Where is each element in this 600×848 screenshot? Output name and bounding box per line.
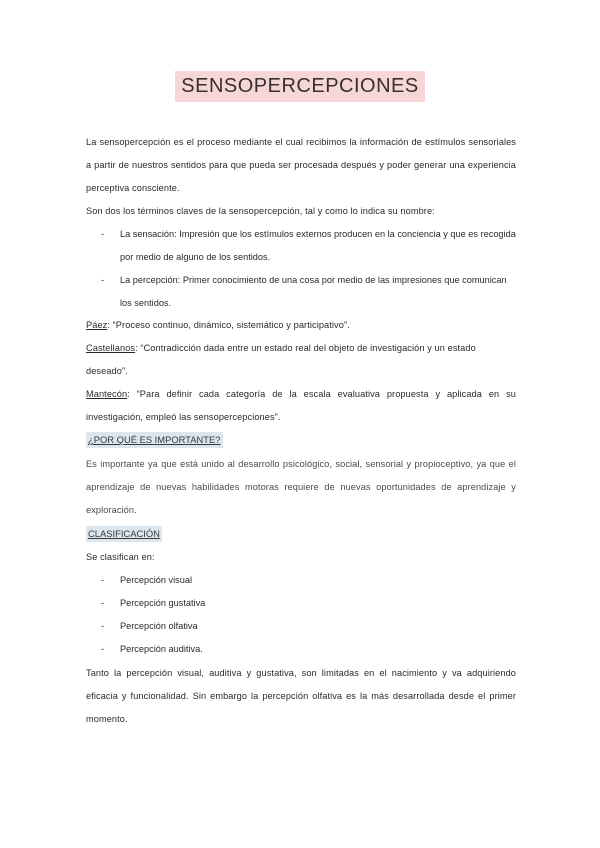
definition-text: : “Contradicción dada entre un estado real del objeto de investigación y un estado deseado”. [86,343,476,376]
author-name: Mantecón [86,389,128,399]
list-item: - La percepción: Primer conocimiento de una cosa por medio de las impresiones que comunican los sentidos. [101,269,516,315]
classification-closing: Tanto la percepción visual, auditiva y gustativa, son limitadas en el nacimiento y va adquiriendo eficacia y funcionalidad. Sin embargo la percepción olfativa es la más desarrollada desde el primer momento. [86,668,516,724]
title-block [0,71,600,102]
list-item: - Percepción visual [101,569,516,592]
importance-paragraph: Es importante ya que está unido al desarrollo psicológico, social, sensorial y propioceptivo, ya que el aprendizaje de nuevas habilidades motoras requiere de nuevas oportunidades de aprendizaje y exploración. [86,459,516,515]
list-item: - Percepción gustativa [101,592,516,615]
definition-paez [86,314,516,337]
list-item: - Percepción auditiva. [101,638,516,661]
definition-text: : “Para definir cada categoría de la escala evaluativa propuesta y aplicada en su investigación, empleó las sensopercepciones”. [86,389,516,422]
section-heading-classification: CLASIFICACIÓN [86,526,162,542]
page-title: SENSOPERCEPCIONES [175,71,424,102]
terms-list [101,223,516,315]
definitions-block [86,314,516,429]
definition-mantecon [86,383,516,429]
classification-list [101,569,516,661]
section-heading-importance: ¿POR QUÉ ES IMPORTANTE? [86,432,223,448]
author-name: Castellanos [86,343,136,353]
list-item: - Percepción olfativa [101,615,516,638]
intro-paragraph: La sensopercepción es el proceso mediante el cual recibimos la información de estímulos sensoriales a partir de nuestros sentidos para que pueda ser procesada después y poder generar una experiencia perceptiva consciente. [86,137,516,193]
definition-text: : “Proceso continuo, dinámico, sistemático y participativo”. [107,320,350,330]
author-name: Páez [86,320,108,330]
classification-intro: Se clasifican en: [86,552,155,562]
definition-castellanos [86,337,516,383]
list-item: - La sensación: Impresión que los estímulos externos producen en la conciencia y que es recogida por medio de alguno de los sentidos. [101,223,516,269]
terms-intro: Son dos los términos claves de la sensopercepción, tal y como lo indica su nombre: [86,206,435,216]
